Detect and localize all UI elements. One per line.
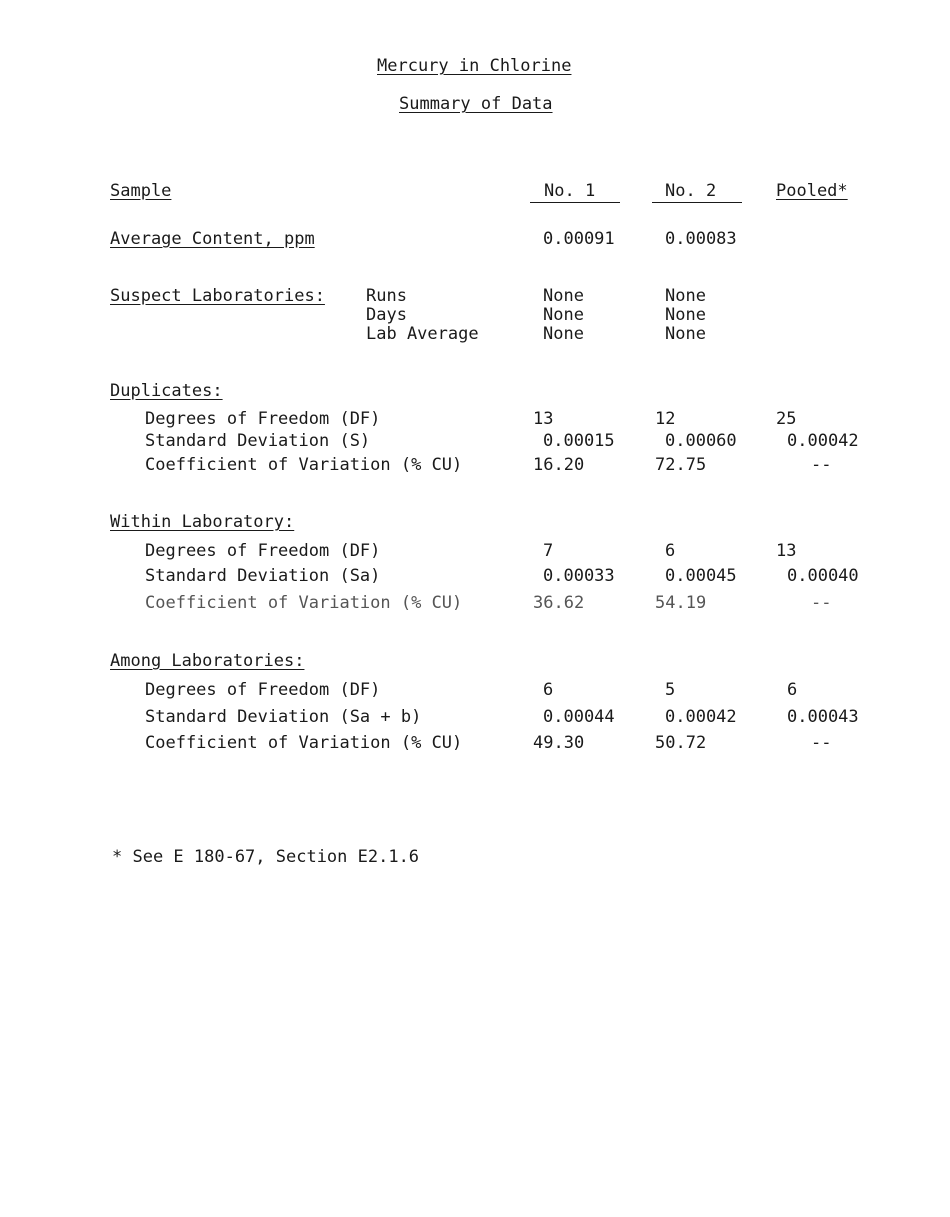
- within-cv-pooled: --: [811, 593, 832, 613]
- within-df-pooled: 13: [776, 541, 797, 561]
- duplicates-sd-label: Standard Deviation (S): [145, 431, 371, 451]
- suspect-row-runs-no2: None: [665, 286, 706, 306]
- duplicates-df-no2: 12: [655, 409, 676, 429]
- suspect-row-days-no2: None: [665, 305, 706, 325]
- among-laboratories-label: Among Laboratories:: [110, 651, 305, 671]
- column-header-pooled: Pooled*: [776, 181, 848, 201]
- average-content-no1: 0.00091: [543, 229, 615, 249]
- suspect-row-lab-average-no2: None: [665, 324, 706, 344]
- among-df-pooled: 6: [787, 680, 798, 700]
- among-sd-pooled: 0.00043: [787, 707, 859, 727]
- column-header-no1-rule: [530, 202, 620, 203]
- duplicates-cv-pooled: --: [811, 455, 832, 475]
- column-header-no2-rule: [652, 202, 742, 203]
- page-title: Mercury in Chlorine: [377, 56, 572, 76]
- within-df-no1: 7: [543, 541, 554, 561]
- among-cv-pooled: --: [811, 733, 832, 753]
- suspect-row-runs-no1: None: [543, 286, 584, 306]
- among-cv-no2: 50.72: [655, 733, 707, 753]
- among-cv-no1: 49.30: [533, 733, 585, 753]
- column-header-sample: Sample: [110, 181, 172, 201]
- within-df-no2: 6: [665, 541, 676, 561]
- within-sd-no2: 0.00045: [665, 566, 737, 586]
- duplicates-sd-no1: 0.00015: [543, 431, 615, 451]
- among-sd-no1: 0.00044: [543, 707, 615, 727]
- page-subtitle: Summary of Data: [399, 94, 553, 114]
- average-content-no2: 0.00083: [665, 229, 737, 249]
- among-df-label: Degrees of Freedom (DF): [145, 680, 381, 700]
- footnote: * See E 180-67, Section E2.1.6: [112, 847, 420, 867]
- within-sd-label: Standard Deviation (Sa): [145, 566, 381, 586]
- within-cv-no1: 36.62: [533, 593, 585, 613]
- within-sd-pooled: 0.00040: [787, 566, 859, 586]
- suspect-row-lab-average-no1: None: [543, 324, 584, 344]
- average-content-label: Average Content, ppm: [110, 229, 315, 249]
- duplicates-cv-no1: 16.20: [533, 455, 585, 475]
- suspect-row-days-no1: None: [543, 305, 584, 325]
- suspect-row-lab-average-label: Lab Average: [366, 324, 479, 344]
- suspect-row-days-label: Days: [366, 305, 407, 325]
- column-header-no1: No. 1: [544, 181, 596, 201]
- among-df-no1: 6: [543, 680, 554, 700]
- duplicates-sd-pooled: 0.00042: [787, 431, 859, 451]
- among-cv-label: Coefficient of Variation (% CU): [145, 733, 463, 753]
- among-sd-no2: 0.00042: [665, 707, 737, 727]
- duplicates-df-pooled: 25: [776, 409, 797, 429]
- within-cv-no2: 54.19: [655, 593, 707, 613]
- suspect-laboratories-label: Suspect Laboratories:: [110, 286, 325, 306]
- duplicates-cv-no2: 72.75: [655, 455, 707, 475]
- duplicates-df-no1: 13: [533, 409, 554, 429]
- duplicates-label: Duplicates:: [110, 381, 223, 401]
- among-sd-label: Standard Deviation (Sa + b): [145, 707, 422, 727]
- suspect-row-runs-label: Runs: [366, 286, 407, 306]
- within-laboratory-label: Within Laboratory:: [110, 512, 295, 532]
- duplicates-cv-label: Coefficient of Variation (% CU): [145, 455, 463, 475]
- duplicates-df-label: Degrees of Freedom (DF): [145, 409, 381, 429]
- within-cv-label: Coefficient of Variation (% CU): [145, 593, 463, 613]
- among-df-no2: 5: [665, 680, 676, 700]
- column-header-no2: No. 2: [665, 181, 717, 201]
- within-df-label: Degrees of Freedom (DF): [145, 541, 381, 561]
- within-sd-no1: 0.00033: [543, 566, 615, 586]
- duplicates-sd-no2: 0.00060: [665, 431, 737, 451]
